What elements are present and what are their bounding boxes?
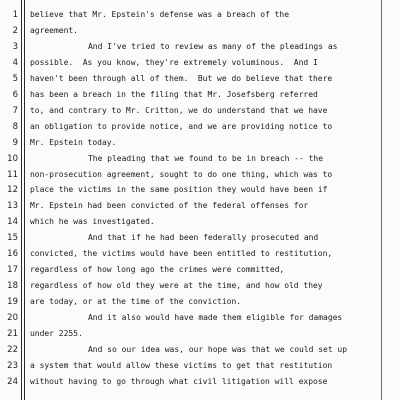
line-text: The pleading that we found to be in breach -- the [88,153,324,163]
line-number: 7 [12,105,18,116]
transcript-line [0,87,400,103]
line-text: are today, or at the time of the conviction. [30,297,242,307]
line-number: 5 [12,73,18,84]
line-number: 24 [7,376,18,387]
line-text: And it also would have made them eligible for damages [88,313,343,323]
transcript-line [0,151,400,167]
transcript-line [0,198,400,214]
line-number: 21 [7,329,18,339]
line-text: without having to go through what civil litigation will expose [30,376,328,386]
line-text: under 2255. [30,329,83,338]
line-number: 22 [7,344,18,355]
line-number: 6 [12,89,18,100]
line-text: And so our idea was, our hope was that we could set up [88,344,348,354]
line-text: Mr. Epstein today. [30,137,117,147]
line-text: a system that would allow these victims to get that restitution [30,360,333,370]
line-number: 1 [12,10,18,20]
line-text: which he was investigated. [30,217,155,227]
line-number: 15 [7,233,18,244]
transcript-line [0,182,400,198]
line-number: 23 [7,360,18,371]
line-number: 12 [7,185,18,196]
line-text: an obligation to provide notice, and we are providing notice to [30,121,333,131]
transcript-line [0,167,400,183]
line-number: 8 [12,121,18,132]
line-text: place the victims in the same position they would have been if [30,185,328,195]
line-text: non-prosecution agreement, sought to do one thing, which was to [30,169,333,179]
line-number: 2 [12,25,18,36]
line-text: has been a breach in the filing that Mr. Josefsberg referred [30,89,318,99]
transcript-line [0,326,400,342]
line-text: And that if he had been federally prosecuted and [88,233,319,243]
line-number: 18 [7,281,18,292]
line-number: 9 [12,137,18,148]
transcript-line [0,55,400,71]
line-text: agreement. [30,25,78,35]
transcript-line [0,214,400,230]
line-text: to, and contrary to Mr. Critton, we do understand that we have [30,105,328,115]
transcript-line [0,230,400,246]
transcript-line [0,262,400,278]
transcript-line [0,71,400,87]
line-text: Mr. Epstein had been convicted of the federal offenses for [30,201,309,211]
transcript-line [0,374,400,390]
transcript-line [0,103,400,119]
transcript-line [0,278,400,294]
line-number: 10 [7,153,18,164]
line-number: 14 [7,217,18,228]
transcript-line [0,246,400,262]
line-text: haven't been through all of them. But we do believe that there [30,73,333,83]
transcript-line [0,294,400,310]
transcript-line [0,342,400,358]
line-number: 13 [7,201,18,212]
line-text: regardless of how long ago the crimes were committed, [30,265,285,275]
line-number: 11 [7,169,18,180]
line-number: 3 [12,41,18,52]
line-text: regardless of how old they were at the time, and how old they [30,281,323,291]
line-number: 20 [7,313,18,324]
line-text: convicted, the victims would have been entitled to restitution, [30,249,333,259]
line-number: 17 [7,265,18,276]
transcript-line [0,135,400,151]
line-text: believe that Mr. Epstein's defense was a breach of the [30,10,290,19]
transcript-line [0,7,400,23]
line-text: possible. As you know, they're extremely voluminous. And I [30,57,318,67]
transcript-line [0,39,400,55]
transcript-line [0,358,400,374]
line-number: 16 [7,249,18,260]
transcript-line [0,310,400,326]
line-number: 19 [7,297,18,308]
transcript-line [0,119,400,135]
transcript-line [0,23,400,39]
line-number: 4 [12,57,18,68]
line-text: And I've tried to review as many of the pleadings as [88,41,338,51]
